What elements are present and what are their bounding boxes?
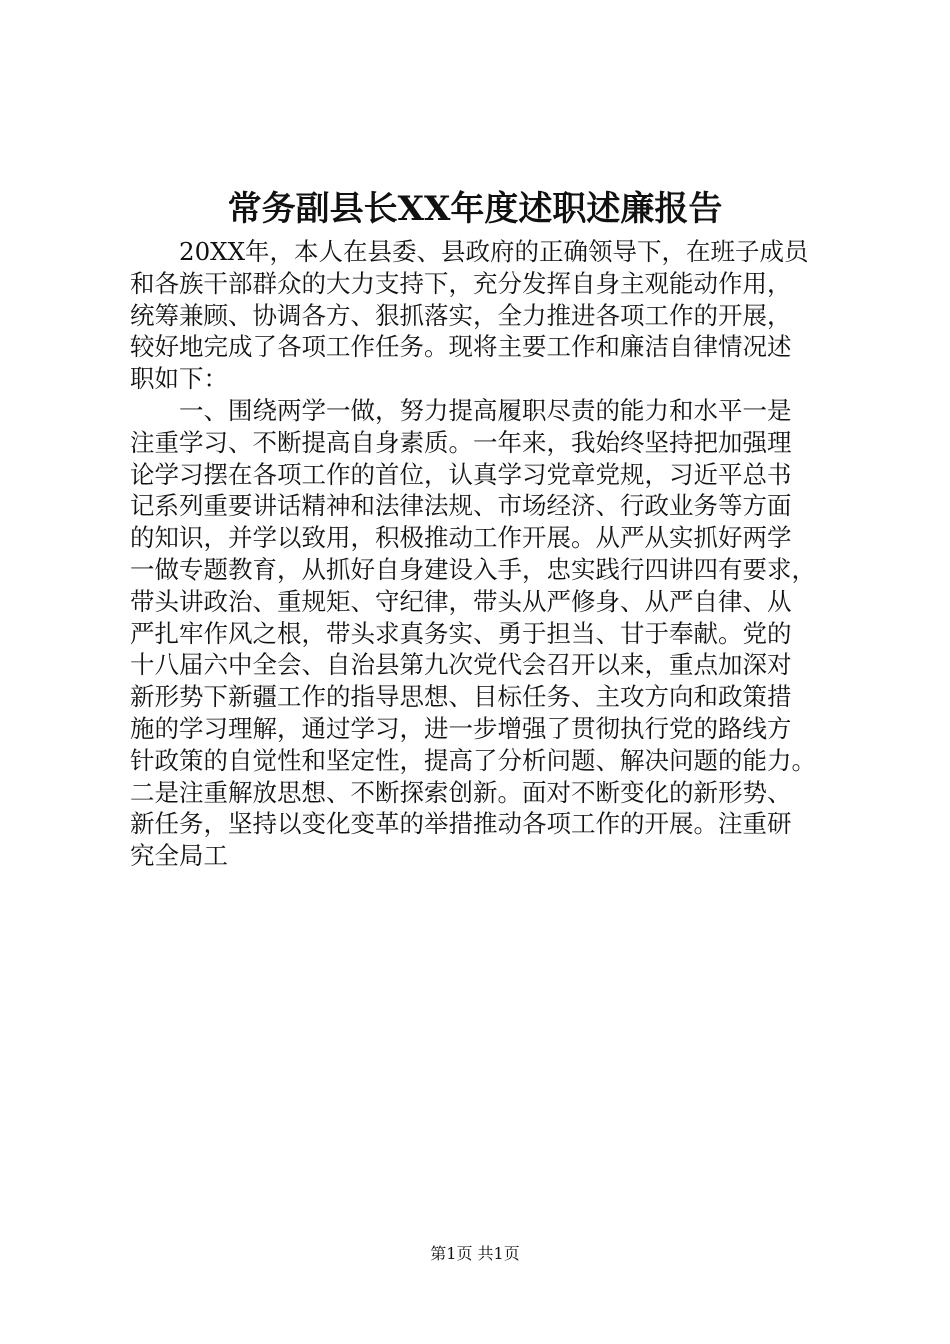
body-line: 针政策的自觉性和坚定性，提高了分析问题、解决问题的能力。 <box>130 745 816 775</box>
document-body <box>130 236 830 872</box>
body-line: 十八届六中全会、自治县第九次党代会召开以来，重点加深对 <box>130 650 792 680</box>
body-line: 的知识，并学以致用，积极推动工作开展。从严从实抓好两学 <box>130 523 792 553</box>
body-line: 一、围绕两学一做，努力提高履职尽责的能力和水平一是 <box>130 395 792 425</box>
body-line: 和各族干部群众的大力支持下，充分发挥自身主观能动作用， <box>130 268 792 298</box>
body-line: 究全局工 <box>130 841 228 871</box>
body-line: 记系列重要讲话精神和法律法规、市场经济、行政业务等方面 <box>130 491 792 521</box>
body-line: 20XX年，本人在县委、县政府的正确领导下，在班子成员 <box>130 237 809 266</box>
body-line: 严扎牢作风之根，带头求真务实、勇于担当、甘于奉献。党的 <box>130 618 792 648</box>
body-line: 职如下： <box>130 364 228 394</box>
page-footer: 第1页 共1页 <box>430 1244 520 1263</box>
document-title: 常务副县长XX年度述职述廉报告 <box>227 189 723 229</box>
body-line: 新任务，坚持以变化变革的举措推动各项工作的开展。注重研 <box>130 809 792 839</box>
body-line: 带头讲政治、重规矩、守纪律，带头从严修身、从严自律、从 <box>130 586 792 616</box>
body-line: 施的学习理解，通过学习，进一步增强了贯彻执行党的路线方 <box>130 713 792 743</box>
body-line: 新形势下新疆工作的指导思想、目标任务、主攻方向和政策措 <box>130 682 792 712</box>
body-line: 注重学习、不断提高自身素质。一年来，我始终坚持把加强理 <box>130 427 792 457</box>
body-line: 二是注重解放思想、不断探索创新。面对不断变化的新形势、 <box>130 777 792 807</box>
body-line: 统筹兼顾、协调各方、狠抓落实，全力推进各项工作的开展， <box>130 300 792 330</box>
body-line: 论学习摆在各项工作的首位，认真学习党章党规，习近平总书 <box>130 459 792 489</box>
body-line: 一做专题教育，从抓好自身建设入手，忠实践行四讲四有要求， <box>130 554 816 584</box>
body-line: 较好地完成了各项工作任务。现将主要工作和廉洁自律情况述 <box>130 332 792 362</box>
